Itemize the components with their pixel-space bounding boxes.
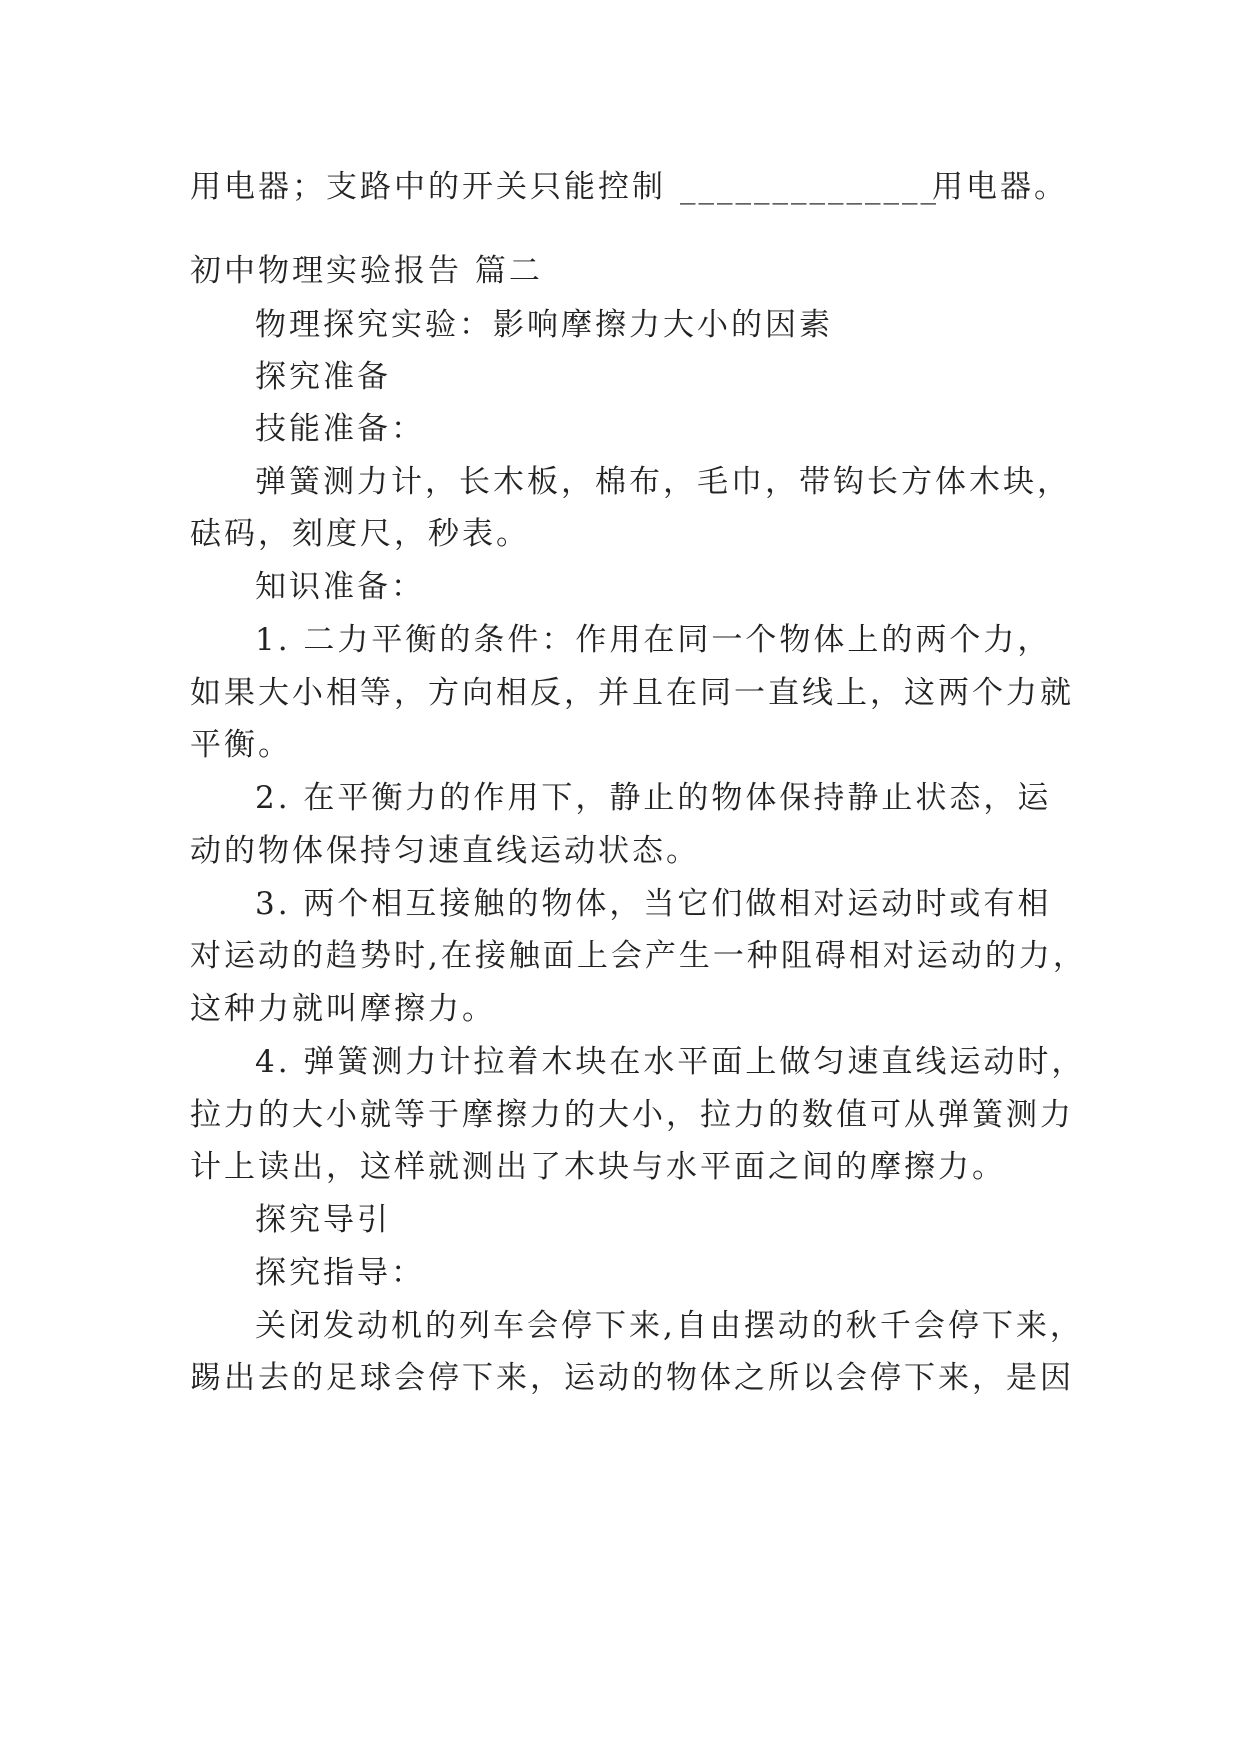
paragraph-line: 如果大小相等，方向相反，并且在同一直线上，这两个力就 <box>190 675 1074 711</box>
text-line-1 <box>190 167 1068 207</box>
paragraph-line: 2. 在平衡力的作用下，静止的物体保持静止状态，运 <box>255 780 1052 816</box>
paragraph-line: 对运动的趋势时,在接触面上会产生一种阻碍相对运动的力， <box>190 938 1087 974</box>
subheading-instruction: 探究指导： <box>255 1255 425 1291</box>
subheading-skill-prep: 技能准备： <box>255 411 425 447</box>
text-segment: 用电器。 <box>932 169 1068 205</box>
fill-in-blank: ______________ <box>680 169 939 205</box>
subheading-preparation: 探究准备 <box>255 359 391 395</box>
paragraph-line: 这种力就叫摩擦力。 <box>190 991 496 1027</box>
text-segment: 用电器；支路中的开关只能控制 <box>190 169 666 205</box>
paragraph-line: 踢出去的足球会停下来，运动的物体之所以会停下来，是因 <box>190 1360 1074 1396</box>
subheading-guidance: 探究导引 <box>255 1202 391 1238</box>
paragraph-line: 砝码，刻度尺，秒表。 <box>190 516 530 552</box>
experiment-title: 物理探究实验：影响摩擦力大小的因素 <box>255 307 833 343</box>
paragraph-line: 动的物体保持匀速直线运动状态。 <box>190 833 700 869</box>
paragraph-line: 4. 弹簧测力计拉着木块在水平面上做匀速直线运动时， <box>255 1044 1086 1080</box>
section-heading: 初中物理实验报告 篇二 <box>190 253 543 289</box>
paragraph-line: 3. 两个相互接触的物体，当它们做相对运动时或有相 <box>255 886 1052 922</box>
paragraph-line: 平衡。 <box>190 727 292 763</box>
paragraph-line: 拉力的大小就等于摩擦力的大小，拉力的数值可从弹簧测力 <box>190 1097 1074 1133</box>
paragraph-line: 弹簧测力计，长木板，棉布，毛巾，带钩长方体木块， <box>255 464 1071 500</box>
paragraph-line: 计上读出，这样就测出了木块与水平面之间的摩擦力。 <box>190 1149 1006 1185</box>
paragraph-line: 1. 二力平衡的条件：作用在同一个物体上的两个力， <box>255 622 1052 658</box>
subheading-knowledge-prep: 知识准备： <box>255 569 425 605</box>
paragraph-line: 关闭发动机的列车会停下来,自由摆动的秋千会停下来， <box>255 1308 1084 1344</box>
